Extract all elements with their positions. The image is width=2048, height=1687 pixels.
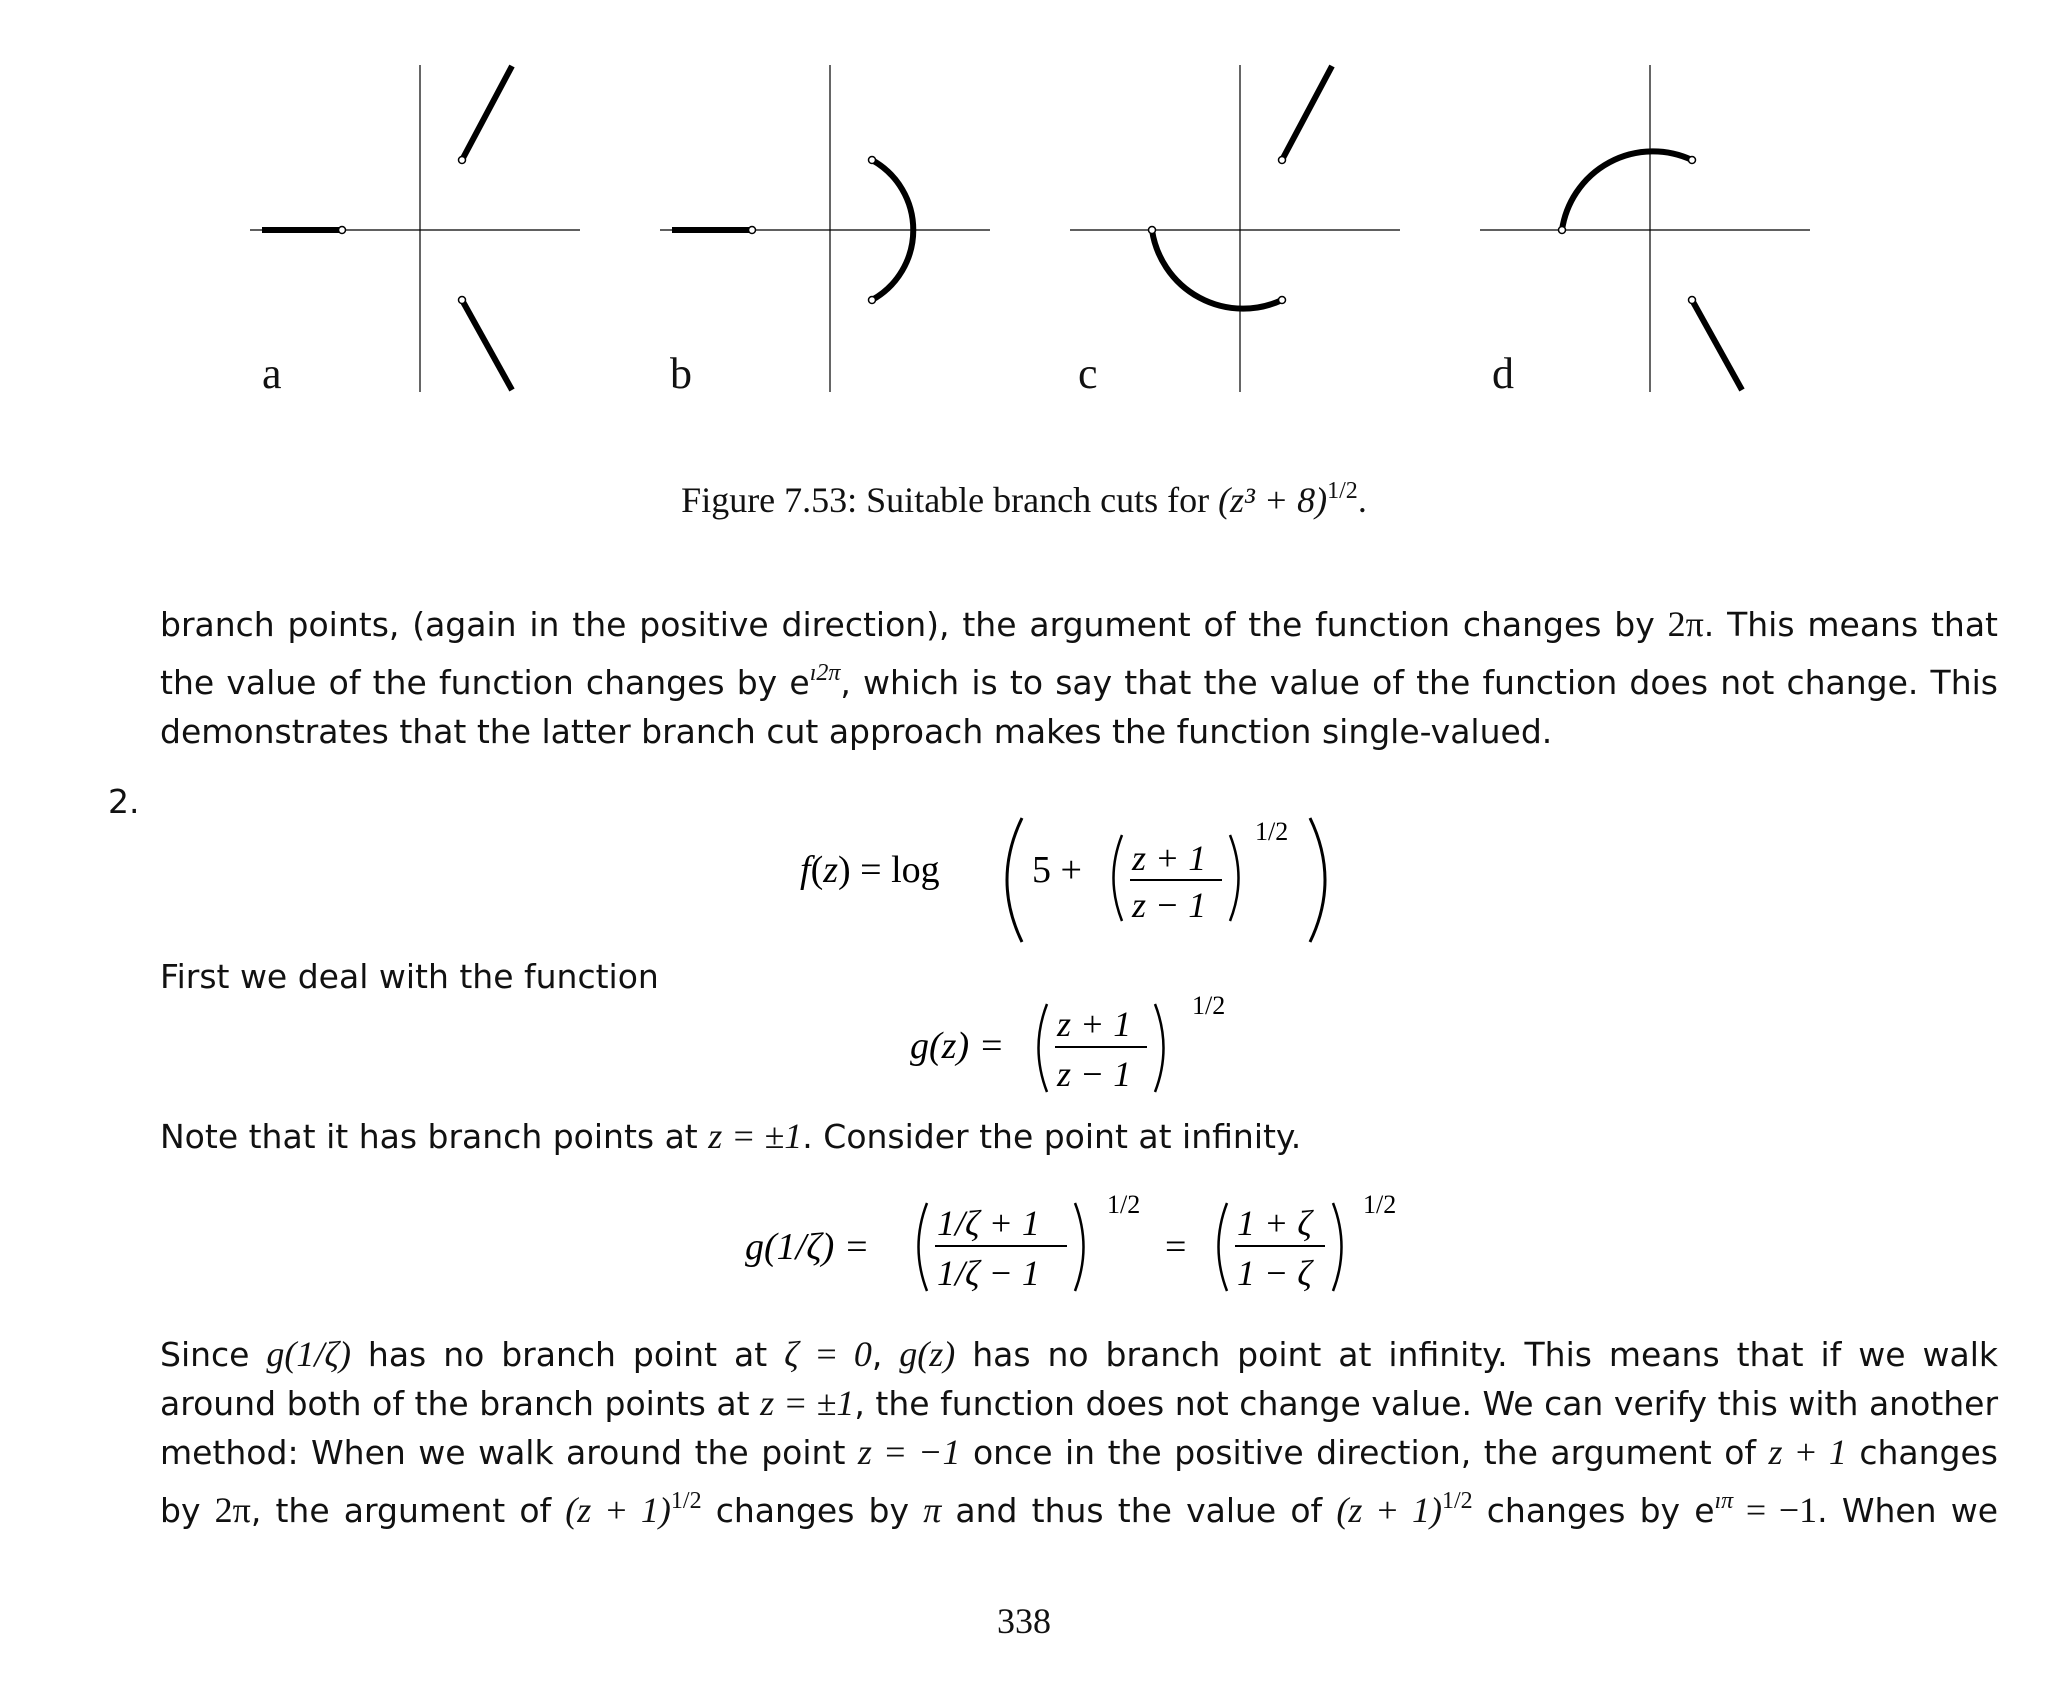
- caption-text: Figure 7.53: Suitable branch cuts for: [681, 480, 1219, 520]
- branch-cut-arc: [1562, 151, 1692, 230]
- eq-exponent: 1/2: [1107, 1190, 1141, 1219]
- eq-denominator: 1/ζ − 1: [937, 1253, 1040, 1293]
- eq-exponent: 1/2: [1255, 817, 1289, 846]
- text-run: around both of the branch points at: [160, 1384, 761, 1423]
- inline-math: = −1: [1733, 1490, 1818, 1530]
- branch-point: [1689, 297, 1696, 304]
- panel-label: d: [1492, 349, 1514, 398]
- text-run: , the argument of: [250, 1491, 566, 1530]
- text-line: [160, 1428, 1998, 1477]
- inline-math: z = ±1: [760, 1383, 855, 1423]
- text-line: [160, 1379, 1998, 1428]
- eq-lhs: g(1/ζ) =: [745, 1226, 870, 1268]
- text-run: , which is to say that the value of the function does not change. This: [840, 663, 1998, 702]
- branch-point: [459, 297, 466, 304]
- figure-panel-a: [250, 60, 580, 400]
- eq-exponent: 1/2: [1363, 1190, 1397, 1219]
- branch-point: [1689, 157, 1696, 164]
- text-run: ,: [871, 1335, 900, 1374]
- inline-math-sup: 1/2: [1441, 1488, 1473, 1514]
- inline-math: 2π: [214, 1490, 251, 1530]
- left-paren: [1219, 1203, 1228, 1291]
- left-paren: [1114, 835, 1123, 921]
- eq-lhs: g(z) =: [910, 1025, 1005, 1067]
- eq-equals: =: [1165, 1226, 1187, 1268]
- inline-math: z = ±1: [708, 1116, 803, 1156]
- text-line: demonstrates that the latter branch cut approach makes the function single-valued.: [160, 712, 1553, 751]
- list-item-number: 2.: [108, 782, 140, 821]
- text-run: . This means that: [1703, 605, 1998, 644]
- eq-denominator: z − 1: [1132, 885, 1207, 925]
- inline-math: (z + 1): [1336, 1490, 1442, 1530]
- inline-math: (z + 1): [565, 1490, 671, 1530]
- inline-math: g(z): [899, 1334, 956, 1374]
- branch-point: [339, 227, 346, 234]
- branch-point: [869, 297, 876, 304]
- big-left-paren: [1007, 818, 1022, 942]
- panel-d-diagram: [1480, 60, 1810, 400]
- panel-a-diagram: [250, 60, 580, 400]
- branch-point: [749, 227, 756, 234]
- branch-cut: [462, 300, 512, 390]
- eq-exponent: 1/2: [1192, 991, 1226, 1020]
- text-run: Since: [160, 1335, 267, 1374]
- eq-lhs: f(z) = log: [800, 849, 940, 891]
- inline-math: g(1/ζ): [266, 1334, 351, 1374]
- text-run: branch points, (again in the positive direction), the argument of the function changes by: [160, 605, 1668, 644]
- branch-point: [1279, 297, 1286, 304]
- eq-five-plus: 5 +: [1032, 849, 1082, 891]
- text-run: changes by: [701, 1491, 924, 1530]
- text-line: First we deal with the function: [160, 957, 659, 996]
- panel-label: c: [1078, 349, 1098, 398]
- text-run: changes: [1846, 1433, 1998, 1472]
- branch-point: [459, 157, 466, 164]
- text-run: and thus the value of: [941, 1491, 1337, 1530]
- figure-panel-d: [1480, 60, 1810, 400]
- panel-label: a: [262, 349, 282, 398]
- inline-math-sup: 1/2: [670, 1488, 702, 1514]
- inline-math: z + 1: [1768, 1432, 1847, 1472]
- branch-point: [1559, 227, 1566, 234]
- inline-math: π: [923, 1490, 942, 1530]
- caption-period: .: [1357, 480, 1367, 520]
- text-run: method: When we walk around the point: [160, 1433, 858, 1472]
- text-run: the value of the function changes by e: [160, 663, 810, 702]
- text-line: [160, 600, 1998, 649]
- branch-point: [869, 157, 876, 164]
- panel-b-diagram: [660, 60, 990, 400]
- text-run: . When we: [1817, 1491, 1999, 1530]
- equation-f: [800, 800, 1360, 960]
- branch-cut: [1692, 300, 1742, 390]
- text-run: once in the positive direction, the argument of: [960, 1433, 1769, 1472]
- right-paren: [1230, 835, 1239, 921]
- figure-panel-c: [1070, 60, 1400, 400]
- text-line: [160, 1112, 1998, 1161]
- eq-denominator: z − 1: [1057, 1054, 1132, 1094]
- text-run: has no branch point at infinity. This means that if we walk: [955, 1335, 1998, 1374]
- inline-math: 2π: [1667, 604, 1704, 644]
- eq-numerator: 1 + ζ: [1237, 1203, 1312, 1243]
- text-run: has no branch point at: [350, 1335, 785, 1374]
- paragraph-note: [160, 1112, 1998, 1161]
- text-line: [160, 1477, 1998, 1535]
- paragraph-since: [160, 1330, 1998, 1535]
- panel-c-diagram: [1070, 60, 1400, 400]
- inline-math: z = −1: [857, 1432, 961, 1472]
- text-line: [160, 649, 1998, 707]
- text-run: changes by e: [1472, 1491, 1715, 1530]
- right-paren: [1155, 1004, 1164, 1092]
- figure-panel-b: [660, 60, 990, 400]
- left-paren: [1039, 1004, 1048, 1092]
- branch-cut: [462, 66, 512, 160]
- equation-g-inverse: [745, 1185, 1425, 1305]
- eq-numerator: 1/ζ + 1: [937, 1203, 1040, 1243]
- page-number: 338: [997, 1601, 1051, 1641]
- text-run: by: [160, 1491, 215, 1530]
- left-paren: [919, 1203, 928, 1291]
- text-run: . Consider the point at infinity.: [802, 1117, 1302, 1156]
- right-paren: [1075, 1203, 1084, 1291]
- inline-math-sup: ı2π: [809, 660, 841, 686]
- panel-label: b: [670, 349, 692, 398]
- inline-math: ζ = 0: [784, 1334, 872, 1374]
- eq-numerator: z + 1: [1132, 838, 1207, 878]
- text-run: , the function does not change value. We can verify this with another: [854, 1384, 1999, 1423]
- eq-numerator: z + 1: [1057, 1004, 1132, 1044]
- figure-7-53: [250, 60, 1810, 400]
- text-run: Note that it has branch points at: [160, 1117, 709, 1156]
- figure-caption: [0, 478, 2048, 521]
- equation-g: [910, 990, 1250, 1100]
- branch-cut: [1282, 66, 1332, 160]
- eq-denominator: 1 − ζ: [1237, 1253, 1312, 1293]
- text-line: [160, 1330, 1998, 1379]
- caption-math: (z³ + 8): [1218, 480, 1328, 520]
- right-paren: [1333, 1203, 1342, 1291]
- caption-exponent: 1/2: [1327, 478, 1358, 504]
- paragraph-continuation: [160, 600, 1998, 756]
- branch-cut-arc: [1152, 230, 1282, 309]
- inline-math-sup: ıπ: [1714, 1488, 1734, 1514]
- branch-point: [1149, 227, 1156, 234]
- big-right-paren: [1310, 818, 1325, 942]
- branch-point: [1279, 157, 1286, 164]
